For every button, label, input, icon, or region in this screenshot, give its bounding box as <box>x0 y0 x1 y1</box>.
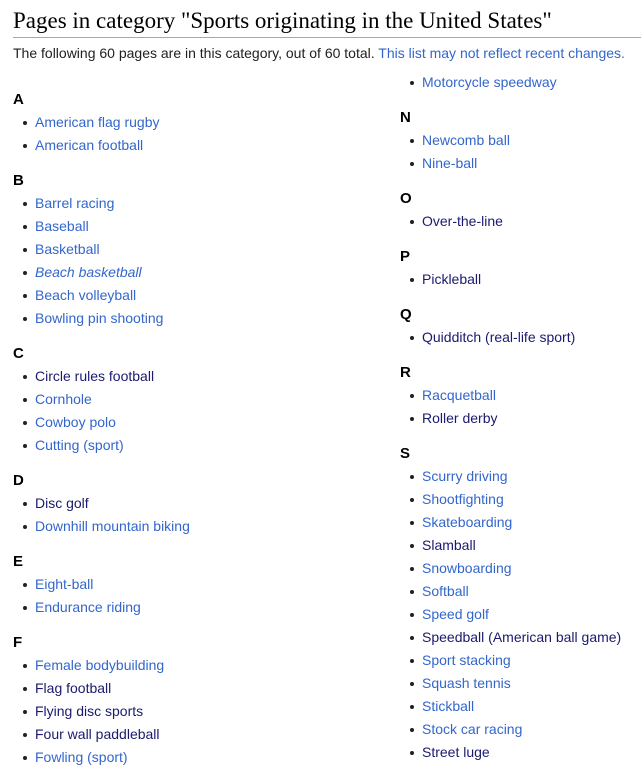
category-page-link[interactable]: Four wall paddleball <box>35 726 160 742</box>
group-letter-heading: E <box>13 553 24 570</box>
category-page-link[interactable]: Disc golf <box>35 495 89 511</box>
category-page-link[interactable]: Beach volleyball <box>35 287 137 303</box>
category-page-list <box>400 386 640 432</box>
category-page-link[interactable]: Baseball <box>35 218 89 234</box>
category-page-link[interactable]: Cornhole <box>35 391 92 407</box>
list-item <box>13 194 373 217</box>
category-page-link[interactable]: American flag rugby <box>35 114 160 130</box>
group-letter-heading: N <box>400 109 411 126</box>
list-item <box>400 605 640 628</box>
category-page-list <box>400 328 640 351</box>
group-letter-heading: O <box>400 190 412 207</box>
list-item <box>13 725 373 748</box>
category-page-link[interactable]: Barrel racing <box>35 195 115 211</box>
category-page-link[interactable]: Flag football <box>35 680 112 696</box>
list-item <box>400 697 640 720</box>
recent-changes-link[interactable]: This list may not reflect recent changes. <box>378 45 625 61</box>
list-item <box>13 367 373 390</box>
category-group-d <box>13 471 373 540</box>
category-group-q <box>400 305 640 351</box>
category-page-list <box>400 467 640 766</box>
list-item <box>400 490 640 513</box>
group-letter-heading: S <box>400 445 411 462</box>
category-group-e <box>13 552 373 621</box>
list-item <box>400 73 640 96</box>
list-item <box>400 582 640 605</box>
category-intro <box>13 45 625 61</box>
category-page-link[interactable]: Circle rules football <box>35 368 155 384</box>
intro-text: The following 60 pages are in this category, out of 60 total. <box>13 45 379 61</box>
category-page-link[interactable]: Cowboy polo <box>35 414 116 430</box>
group-letter-heading: A <box>13 91 24 108</box>
category-page-list <box>13 494 373 540</box>
category-page-link[interactable]: Roller derby <box>422 410 498 426</box>
list-item <box>400 270 640 293</box>
group-letter-heading: D <box>13 472 24 489</box>
category-page-link[interactable]: Snowboarding <box>422 560 512 576</box>
category-page-link[interactable]: Street luge <box>422 744 490 760</box>
category-page-link[interactable]: Cutting (sport) <box>35 437 124 453</box>
category-column-right <box>400 73 640 778</box>
category-group-n <box>400 108 640 177</box>
category-page-link[interactable]: Motorcycle speedway <box>422 74 557 90</box>
list-item <box>13 436 373 459</box>
list-item <box>13 286 373 309</box>
list-item <box>400 674 640 697</box>
category-page-link[interactable]: Slamball <box>422 537 476 553</box>
list-item <box>400 154 640 177</box>
category-page-link[interactable]: Squash tennis <box>422 675 511 691</box>
list-item <box>13 217 373 240</box>
list-item <box>400 409 640 432</box>
list-item <box>13 263 373 286</box>
category-page-link[interactable]: Bowling pin shooting <box>35 310 164 326</box>
category-page-link[interactable]: Skateboarding <box>422 514 513 530</box>
list-item <box>13 113 373 136</box>
list-item <box>13 517 373 540</box>
category-page-link[interactable]: Scurry driving <box>422 468 508 484</box>
list-item <box>13 575 373 598</box>
list-item <box>13 240 373 263</box>
group-letter-heading: F <box>13 634 23 651</box>
category-page-link[interactable]: Sport stacking <box>422 652 511 668</box>
category-page-link[interactable]: Flying disc sports <box>35 703 144 719</box>
group-letter-heading: B <box>13 172 24 189</box>
title-divider <box>13 37 641 38</box>
list-item <box>13 748 373 771</box>
category-page-list <box>13 575 373 621</box>
list-item <box>400 743 640 766</box>
category-group-f <box>13 633 373 771</box>
page-title: Pages in category "Sports originating in the United States" <box>13 8 552 33</box>
category-page-link[interactable]: Shootfighting <box>422 491 504 507</box>
category-group-c <box>13 344 373 459</box>
category-page-list <box>400 131 640 177</box>
category-page-link[interactable]: Speedball (American ball game) <box>422 629 622 645</box>
list-item <box>13 598 373 621</box>
category-page-link[interactable]: Newcomb ball <box>422 132 510 148</box>
group-letter-heading: R <box>400 364 411 381</box>
category-group-continued <box>400 73 640 96</box>
list-item <box>400 559 640 582</box>
list-item <box>400 536 640 559</box>
category-group-s <box>400 444 640 766</box>
category-page-link[interactable]: Endurance riding <box>35 599 141 615</box>
category-page-link[interactable]: Racquetball <box>422 387 496 403</box>
category-page-list <box>400 270 640 293</box>
category-page-link[interactable]: Softball <box>422 583 469 599</box>
category-page-list <box>13 194 373 332</box>
list-item <box>400 720 640 743</box>
list-item <box>13 656 373 679</box>
list-item <box>400 513 640 536</box>
list-item <box>400 131 640 154</box>
category-page-list <box>400 212 640 235</box>
group-letter-heading: Q <box>400 306 412 323</box>
group-letter-heading: P <box>400 248 411 265</box>
list-item <box>400 212 640 235</box>
category-group-r <box>400 363 640 432</box>
category-page-link[interactable]: American football <box>35 137 144 153</box>
category-page-link[interactable]: Beach basketball <box>35 264 142 280</box>
category-page-list <box>13 656 373 771</box>
list-item <box>13 702 373 725</box>
category-page-list <box>13 113 373 159</box>
group-letter-heading: C <box>13 345 24 362</box>
category-page-link[interactable]: Basketball <box>35 241 100 257</box>
category-group-o <box>400 189 640 235</box>
category-page-link[interactable]: Stock car racing <box>422 721 523 737</box>
category-page-link[interactable]: Nine-ball <box>422 155 478 171</box>
category-group-b <box>13 171 373 332</box>
list-item <box>13 679 373 702</box>
list-item <box>400 328 640 351</box>
category-page-list <box>400 73 640 96</box>
category-page-link[interactable]: Pickleball <box>422 271 482 287</box>
category-page-list <box>13 367 373 459</box>
list-item <box>400 386 640 409</box>
category-page-link[interactable]: Fowling (sport) <box>35 749 128 765</box>
list-item <box>400 467 640 490</box>
category-page-link[interactable]: Quidditch (real-life sport) <box>422 329 576 345</box>
category-group-a <box>13 90 373 159</box>
category-page-link[interactable]: Speed golf <box>422 606 489 622</box>
list-item <box>400 628 640 651</box>
list-item <box>13 390 373 413</box>
list-item <box>13 494 373 517</box>
list-item <box>13 413 373 436</box>
list-item <box>13 309 373 332</box>
category-page-link[interactable]: Over-the-line <box>422 213 503 229</box>
category-page-link[interactable]: Female bodybuilding <box>35 657 165 673</box>
category-group-p <box>400 247 640 293</box>
category-page-link[interactable]: Stickball <box>422 698 475 714</box>
category-page-link[interactable]: Eight-ball <box>35 576 94 592</box>
category-page-link[interactable]: Downhill mountain biking <box>35 518 190 534</box>
category-column-left <box>13 90 373 783</box>
list-item <box>13 136 373 159</box>
list-item <box>400 651 640 674</box>
